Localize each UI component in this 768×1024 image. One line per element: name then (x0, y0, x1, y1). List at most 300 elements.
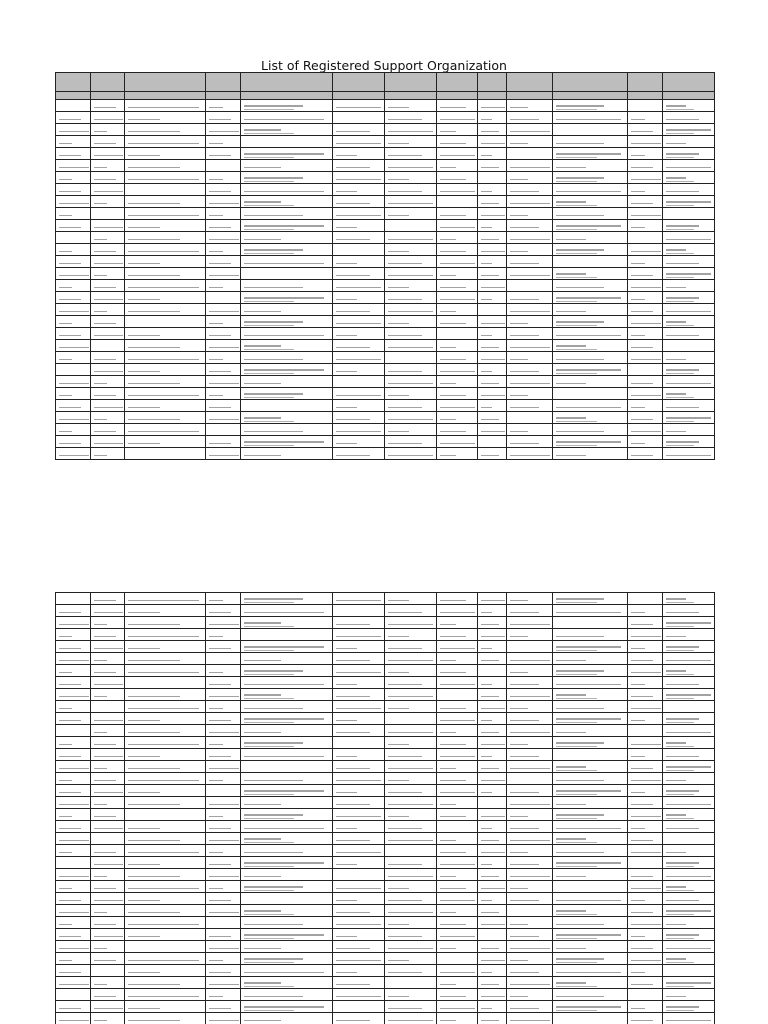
unreadable-text-mark (128, 419, 180, 421)
unreadable-text-mark (666, 359, 686, 361)
table-cell (125, 232, 206, 244)
column-header (437, 73, 477, 92)
unreadable-text-mark (440, 347, 456, 349)
unreadable-text-mark (440, 996, 466, 998)
table-cell (437, 773, 477, 785)
table-cell (125, 184, 206, 196)
table-cell (90, 352, 125, 364)
unreadable-text-mark (94, 684, 124, 686)
table-cell (662, 929, 714, 941)
table-cell (333, 172, 385, 184)
table-cell (437, 893, 477, 905)
column-subheader (553, 92, 628, 100)
unreadable-text-mark (481, 323, 506, 325)
table-cell (125, 737, 206, 749)
unreadable-text-mark (510, 395, 528, 397)
unreadable-text-mark (128, 636, 198, 638)
table-cell (206, 1001, 241, 1013)
unreadable-text-mark (388, 924, 408, 926)
table-cell (240, 268, 333, 280)
table-cell (56, 677, 91, 689)
table-cell (477, 328, 506, 340)
unreadable-text-mark (388, 900, 421, 902)
table-cell (628, 328, 663, 340)
unreadable-text-mark (209, 1008, 231, 1010)
unreadable-text-mark (510, 335, 539, 337)
table-cell (125, 292, 206, 304)
table-cell (90, 785, 125, 797)
table-cell (662, 713, 714, 725)
unreadable-text-mark (209, 143, 222, 145)
table-cell (662, 845, 714, 857)
unreadable-text-mark (128, 203, 180, 205)
unreadable-text-mark (631, 131, 653, 133)
table-cell (553, 653, 628, 665)
table-row (56, 977, 715, 989)
unreadable-text-mark (209, 275, 239, 277)
table-cell (206, 749, 241, 761)
table-cell (437, 148, 477, 160)
unreadable-text-mark (556, 924, 604, 926)
unreadable-text-mark (510, 756, 539, 758)
table-cell (506, 881, 552, 893)
table-cell (437, 977, 477, 989)
table-cell (125, 617, 206, 629)
unreadable-text-mark (244, 958, 303, 960)
unreadable-text-mark (440, 864, 475, 866)
table-cell (437, 653, 477, 665)
table-cell (333, 304, 385, 316)
unreadable-text-mark (666, 373, 694, 375)
table-cell (506, 821, 552, 833)
unreadable-text-mark (94, 732, 107, 734)
table-cell (385, 737, 437, 749)
unreadable-text-mark (510, 732, 550, 734)
table-row (56, 280, 715, 292)
table-cell (662, 821, 714, 833)
table-cell (56, 172, 91, 184)
table-cell (56, 256, 91, 268)
table-cell (90, 821, 125, 833)
unreadable-text-mark (244, 445, 294, 447)
table-cell (206, 424, 241, 436)
table-cell (240, 208, 333, 220)
table-cell (553, 785, 628, 797)
table-cell (437, 304, 477, 316)
unreadable-text-mark (388, 1008, 421, 1010)
table-cell (553, 749, 628, 761)
unreadable-text-mark (59, 840, 89, 842)
table-cell (90, 881, 125, 893)
unreadable-text-mark (336, 696, 369, 698)
unreadable-text-mark (128, 744, 198, 746)
table-cell (90, 761, 125, 773)
unreadable-text-mark (336, 948, 369, 950)
unreadable-text-mark (388, 696, 433, 698)
unreadable-text-mark (510, 107, 528, 109)
table-row (56, 256, 715, 268)
unreadable-text-mark (440, 443, 475, 445)
table-cell (628, 881, 663, 893)
unreadable-text-mark (209, 455, 239, 457)
unreadable-text-mark (209, 840, 239, 842)
table-cell (553, 881, 628, 893)
unreadable-text-mark (209, 696, 239, 698)
table-cell (477, 1001, 506, 1013)
table-cell (506, 593, 552, 605)
unreadable-text-mark (440, 684, 475, 686)
unreadable-text-mark (336, 624, 369, 626)
unreadable-text-mark (631, 263, 644, 265)
table-cell (477, 917, 506, 929)
unreadable-text-mark (209, 816, 222, 818)
table-cell (628, 244, 663, 256)
table-cell (437, 965, 477, 977)
table-cell (125, 701, 206, 713)
unreadable-text-mark (666, 742, 686, 744)
unreadable-text-mark (244, 814, 303, 816)
table-cell (628, 256, 663, 268)
table-cell (385, 124, 437, 136)
unreadable-text-mark (244, 626, 294, 628)
unreadable-text-mark (556, 972, 621, 974)
unreadable-text-mark (481, 107, 506, 109)
table-cell (125, 821, 206, 833)
unreadable-text-mark (128, 732, 180, 734)
table-cell (477, 881, 506, 893)
unreadable-text-mark (128, 119, 160, 121)
table-cell (662, 100, 714, 112)
unreadable-text-mark (94, 227, 124, 229)
unreadable-text-mark (631, 684, 644, 686)
table-cell (90, 172, 125, 184)
unreadable-text-mark (209, 744, 222, 746)
unreadable-text-mark (440, 167, 456, 169)
unreadable-text-mark (209, 119, 231, 121)
unreadable-text-mark (666, 958, 686, 960)
unreadable-text-mark (128, 984, 180, 986)
unreadable-text-mark (128, 612, 160, 614)
unreadable-text-mark (510, 371, 539, 373)
unreadable-text-mark (666, 982, 711, 984)
table-cell (553, 665, 628, 677)
table-cell (90, 196, 125, 208)
unreadable-text-mark (94, 371, 124, 373)
unreadable-text-mark (666, 177, 686, 179)
unreadable-text-mark (94, 359, 116, 361)
table-cell (385, 809, 437, 821)
unreadable-text-mark (510, 960, 528, 962)
table-cell (333, 941, 385, 953)
unreadable-text-mark (666, 622, 711, 624)
table-cell (385, 304, 437, 316)
table-cell (206, 208, 241, 220)
table-cell (477, 316, 506, 328)
unreadable-text-mark (440, 275, 456, 277)
unreadable-text-mark (59, 684, 81, 686)
table-cell (437, 785, 477, 797)
table-cell (437, 701, 477, 713)
unreadable-text-mark (631, 696, 653, 698)
table-cell (506, 977, 552, 989)
unreadable-text-mark (94, 720, 124, 722)
unreadable-text-mark (128, 371, 160, 373)
unreadable-text-mark (510, 696, 550, 698)
table-cell (628, 749, 663, 761)
table-cell (240, 136, 333, 148)
unreadable-text-mark (481, 780, 506, 782)
table-cell (477, 965, 506, 977)
table-cell (90, 929, 125, 941)
unreadable-text-mark (388, 660, 433, 662)
unreadable-text-mark (209, 155, 231, 157)
unreadable-text-mark (440, 239, 456, 241)
unreadable-text-mark (128, 155, 160, 157)
unreadable-text-mark (631, 828, 644, 830)
table-cell (125, 869, 206, 881)
unreadable-text-mark (556, 349, 597, 351)
unreadable-text-mark (666, 646, 699, 648)
unreadable-text-mark (510, 984, 550, 986)
unreadable-text-mark (556, 1006, 621, 1008)
table-cell (385, 292, 437, 304)
unreadable-text-mark (481, 395, 506, 397)
table-cell (662, 689, 714, 701)
table-cell (125, 761, 206, 773)
unreadable-text-mark (481, 431, 506, 433)
unreadable-text-mark (631, 876, 653, 878)
unreadable-text-mark (440, 383, 456, 385)
unreadable-text-mark (556, 205, 597, 207)
table-cell (240, 605, 333, 617)
unreadable-text-mark (440, 1020, 456, 1022)
unreadable-text-mark (94, 1008, 124, 1010)
unreadable-text-mark (481, 720, 492, 722)
table-cell (90, 184, 125, 196)
table-cell (553, 436, 628, 448)
table-cell (662, 364, 714, 376)
table-cell (553, 1001, 628, 1013)
table-row (56, 881, 715, 893)
table-cell (90, 833, 125, 845)
unreadable-text-mark (244, 674, 294, 676)
unreadable-text-mark (209, 984, 239, 986)
unreadable-text-mark (244, 359, 303, 361)
table-cell (662, 304, 714, 316)
table-cell (385, 280, 437, 292)
table-cell (506, 268, 552, 280)
unreadable-text-mark (666, 876, 711, 878)
unreadable-text-mark (94, 612, 124, 614)
unreadable-text-mark (481, 119, 492, 121)
table-cell (206, 929, 241, 941)
unreadable-text-mark (336, 143, 381, 145)
column-subheader (662, 92, 714, 100)
unreadable-text-mark (440, 1008, 475, 1010)
unreadable-text-mark (556, 417, 586, 419)
table-cell (506, 244, 552, 256)
unreadable-text-mark (556, 373, 597, 375)
table-cell (90, 989, 125, 1001)
table-cell (240, 917, 333, 929)
table-cell (506, 148, 552, 160)
table-cell (553, 172, 628, 184)
table-cell (506, 785, 552, 797)
unreadable-text-mark (666, 441, 699, 443)
unreadable-text-mark (59, 816, 72, 818)
table-cell (333, 412, 385, 424)
table-cell (56, 725, 91, 737)
table-cell (385, 869, 437, 881)
table-cell (56, 917, 91, 929)
unreadable-text-mark (128, 383, 180, 385)
unreadable-text-mark (556, 780, 604, 782)
table-cell (385, 220, 437, 232)
unreadable-text-mark (336, 131, 369, 133)
table-cell (662, 340, 714, 352)
table-cell (437, 232, 477, 244)
unreadable-text-mark (481, 684, 492, 686)
table-cell (385, 857, 437, 869)
table-cell (333, 232, 385, 244)
unreadable-text-mark (336, 311, 369, 313)
table-row (56, 328, 715, 340)
unreadable-text-mark (244, 742, 303, 744)
unreadable-text-mark (94, 119, 124, 121)
table-cell (477, 761, 506, 773)
unreadable-text-mark (209, 672, 222, 674)
table-cell (553, 917, 628, 929)
unreadable-text-mark (666, 674, 694, 676)
table-cell (506, 136, 552, 148)
unreadable-text-mark (666, 335, 699, 337)
unreadable-text-mark (481, 239, 499, 241)
unreadable-text-mark (128, 251, 198, 253)
table-row (56, 436, 715, 448)
table-cell (662, 641, 714, 653)
table-row (56, 677, 715, 689)
unreadable-text-mark (388, 684, 421, 686)
table-cell (333, 148, 385, 160)
table-cell (628, 436, 663, 448)
table-cell (385, 629, 437, 641)
unreadable-text-mark (440, 984, 456, 986)
unreadable-text-mark (336, 395, 381, 397)
table-row (56, 316, 715, 328)
unreadable-text-mark (94, 636, 116, 638)
unreadable-text-mark (666, 321, 686, 323)
table-cell (553, 148, 628, 160)
table-cell (628, 292, 663, 304)
table-cell (240, 316, 333, 328)
unreadable-text-mark (94, 996, 116, 998)
unreadable-text-mark (336, 1020, 369, 1022)
table-cell (206, 400, 241, 412)
unreadable-text-mark (59, 708, 72, 710)
unreadable-text-mark (481, 359, 506, 361)
unreadable-text-mark (510, 888, 528, 890)
unreadable-text-mark (209, 1020, 239, 1022)
table-cell (385, 244, 437, 256)
table-row (56, 388, 715, 400)
unreadable-text-mark (94, 696, 107, 698)
unreadable-text-mark (244, 934, 325, 936)
unreadable-text-mark (666, 277, 694, 279)
table-cell (506, 340, 552, 352)
table-cell (437, 220, 477, 232)
table-row (56, 124, 715, 136)
table-cell (333, 641, 385, 653)
unreadable-text-mark (631, 407, 644, 409)
table-cell (437, 929, 477, 941)
table-cell (553, 797, 628, 809)
table-cell (206, 124, 241, 136)
table-cell (385, 689, 437, 701)
table-cell (628, 100, 663, 112)
unreadable-text-mark (666, 780, 686, 782)
table-cell (125, 352, 206, 364)
unreadable-text-mark (556, 742, 604, 744)
table-cell (553, 376, 628, 388)
unreadable-text-mark (666, 239, 711, 241)
table-cell (477, 232, 506, 244)
unreadable-text-mark (336, 419, 369, 421)
unreadable-text-mark (510, 804, 550, 806)
table-cell (333, 845, 385, 857)
unreadable-text-mark (556, 273, 586, 275)
table-cell (56, 857, 91, 869)
unreadable-text-mark (388, 251, 408, 253)
unreadable-text-mark (128, 407, 160, 409)
table-cell (662, 629, 714, 641)
unreadable-text-mark (336, 191, 356, 193)
unreadable-text-mark (244, 133, 294, 135)
table-cell (553, 196, 628, 208)
table-cell (506, 424, 552, 436)
unreadable-text-mark (666, 431, 686, 433)
unreadable-text-mark (556, 684, 621, 686)
table-cell (553, 593, 628, 605)
unreadable-text-mark (556, 345, 586, 347)
table-cell (553, 809, 628, 821)
unreadable-text-mark (631, 804, 653, 806)
table-cell (56, 665, 91, 677)
table-cell (477, 953, 506, 965)
table-cell (206, 965, 241, 977)
table-cell (56, 977, 91, 989)
column-header (90, 73, 125, 92)
unreadable-text-mark (209, 179, 222, 181)
table-row (56, 725, 715, 737)
table-cell (206, 845, 241, 857)
table-cell (506, 184, 552, 196)
table-cell (506, 725, 552, 737)
table-cell (662, 833, 714, 845)
table-cell (628, 653, 663, 665)
unreadable-text-mark (631, 912, 653, 914)
table-cell (206, 268, 241, 280)
table-cell (90, 665, 125, 677)
unreadable-text-mark (510, 900, 539, 902)
unreadable-text-mark (128, 900, 160, 902)
column-subheader (506, 92, 552, 100)
unreadable-text-mark (556, 842, 597, 844)
unreadable-text-mark (336, 155, 356, 157)
unreadable-text-mark (128, 179, 198, 181)
table-cell (437, 989, 477, 1001)
unreadable-text-mark (244, 335, 325, 337)
unreadable-text-mark (481, 275, 499, 277)
